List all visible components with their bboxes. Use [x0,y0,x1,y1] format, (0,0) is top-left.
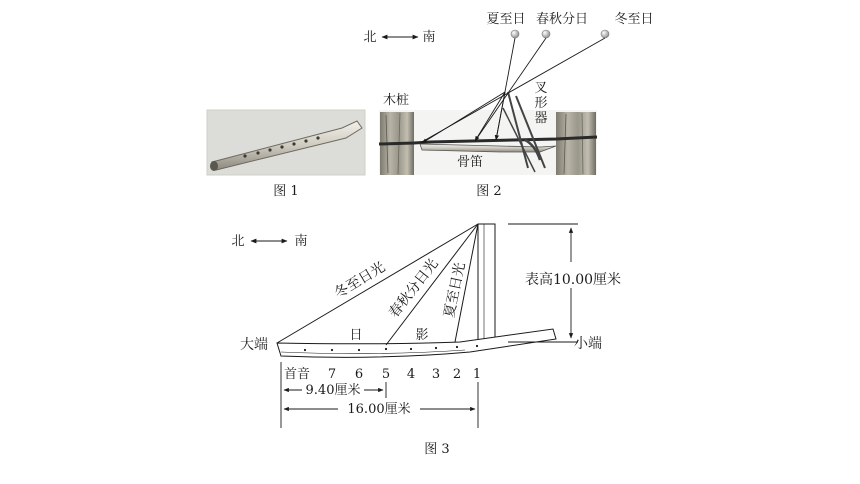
fig3-hole-number: 1 [472,367,482,382]
fig2-winter-sun-label: 冬至日 [614,12,654,27]
fig3-dimension-short: 9.40厘米 [305,383,361,398]
fig2-post-label: 木桩 [382,93,410,108]
fig3-gnomon-height-label: 表高10.00厘米 [524,272,622,288]
fig3-hole-number: 7 [327,367,337,382]
fig2-south-label: 南 [422,30,436,45]
fig3-hole-number: 5 [381,367,391,382]
equinox-sun-icon [542,30,550,38]
fig3-shadow-label-ying: 影 [415,328,429,343]
fig3-equinox-ray-label: 春秋分日光 [385,256,442,322]
fig3-hole-number: 4 [406,367,416,382]
wooden-post-right [556,112,596,175]
winter-sun-icon [601,30,609,38]
fig2-fork-label [534,81,547,126]
fig3-dimension-long: 16.00厘米 [347,402,411,417]
fig2-north-label: 北 [363,30,377,45]
fig3-shadow-label-ri: 日 [349,328,363,343]
fig3-north-label: 北 [231,234,245,249]
fig3-hole-number: 3 [431,367,441,382]
summer-sun-icon [511,30,519,38]
fig3-hole-number: 6 [354,367,364,382]
figure-1-caption: 图 1 [273,184,299,199]
fig2-equinox-sun-label: 春秋分日 [535,12,589,27]
fig3-small-end-label: 小端 [574,336,602,352]
figure-2-caption: 图 2 [476,184,502,199]
fig3-first-hole-label: 首音 [283,367,311,382]
figure-3-caption: 图 3 [424,442,450,457]
fig3-big-end-label: 大端 [240,337,268,353]
fig3-south-label: 南 [294,234,308,249]
fig3-winter-ray-label: 冬至日光 [331,259,389,302]
fig2-flute-label: 骨笛 [456,155,484,170]
fig2-fork-label-char-2: 形 [534,96,548,111]
fig2-fork-label-char-1: 叉 [534,81,548,96]
fig3-summer-ray-label: 夏至日光 [441,261,469,320]
gnomon [478,224,495,342]
figure-1-photo [207,110,365,175]
fig3-hole-number: 2 [452,367,462,382]
fig2-summer-sun-label: 夏至日 [486,12,526,27]
fig2-fork-label-char-3: 器 [534,111,548,126]
